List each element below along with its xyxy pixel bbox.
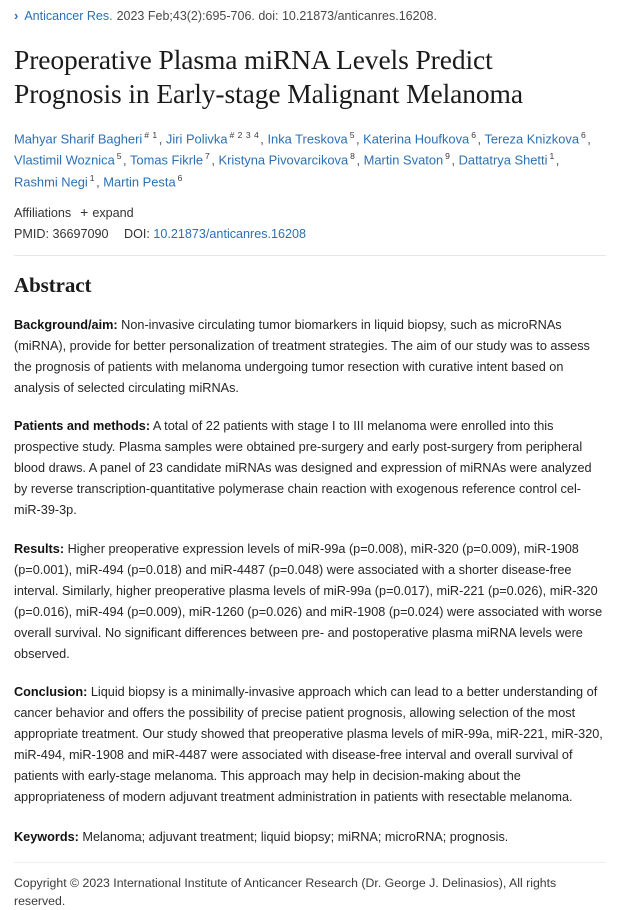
abstract-paragraph <box>14 315 606 399</box>
abstract-sections <box>14 315 606 809</box>
author-affiliation-marker: 5 <box>349 130 355 141</box>
copyright-section <box>14 862 606 910</box>
copyright-text: Copyright © 2023 International Institute of Anticancer Research (Dr. George J. Delinasios), All rights reserved. <box>14 875 557 908</box>
author-list <box>14 129 606 193</box>
author-affiliation-marker: 7 <box>205 151 211 162</box>
author-link[interactable]: Katerina Houfkova <box>363 131 470 147</box>
identifiers-row <box>14 227 606 241</box>
doi-link[interactable]: 10.21873/anticanres.16208 <box>153 226 307 241</box>
author-separator: , <box>158 131 166 147</box>
author-affiliation-marker: 6 <box>581 130 587 141</box>
author-affiliation-marker: 5 <box>116 151 123 162</box>
abstract-section-text: Higher preoperative expression levels of miR-99a (p=0.008), miR-320 (p=0.009), miR-1908 (p=0.001), miR-494 (p=0.018) and miR-4487 (p=0.048) were associated with a shorter disease-free interval. Similarly, higher preoperative plasma levels of miR-99a (p=0.017), miR-221 (p=0.026), miR-320 (p=0.016), miR-494 (p=0.009), miR-1260 (p=0.026) and miR-1908 (p=0.024) were associated with worse overall survival. No significant differences between pre- and postoperative plasma miRNA levels were observed. <box>14 541 603 661</box>
author-separator: , <box>123 152 130 168</box>
author-link[interactable]: Tomas Fikrle <box>129 152 204 168</box>
author-link[interactable]: Rashmi Negi <box>14 173 88 189</box>
author-affiliation-marker: 1 <box>549 151 555 162</box>
doi-label: DOI: <box>124 226 150 241</box>
author-separator: , <box>96 173 104 189</box>
author-affiliation-marker: 6 <box>177 172 183 183</box>
author-separator: , <box>260 131 268 147</box>
journal-citation <box>14 0 606 24</box>
author-separator: , <box>211 152 219 168</box>
author-separator: , <box>451 152 459 168</box>
author-link[interactable]: Dattatrya Shetti <box>458 152 548 168</box>
author-affiliation-marker: # 1 <box>144 130 158 141</box>
abstract-paragraph <box>14 416 606 521</box>
page-title: Preoperative Plasma miRNA Levels Predict Prognosis in Early-stage Malignant Melanoma <box>14 44 523 110</box>
author-affiliation-marker: 1 <box>89 172 96 183</box>
chevron-right-icon[interactable]: › <box>14 8 19 23</box>
author-affiliation-marker: 8 <box>350 151 356 162</box>
author-separator: , <box>477 131 485 147</box>
author-affiliation-marker: 6 <box>471 130 477 141</box>
abstract-section-label: Conclusion: <box>14 684 88 699</box>
abstract-section-label: Patients and methods: <box>14 419 151 434</box>
keywords-text: Melanoma; adjuvant treatment; liquid biopsy; miRNA; microRNA; prognosis. <box>78 830 509 845</box>
expand-affiliations-button[interactable] <box>80 205 134 220</box>
abstract-section-label: Results: <box>14 541 65 556</box>
abstract-paragraph <box>14 539 606 665</box>
author-affiliation-marker: 9 <box>445 151 451 162</box>
journal-name-link[interactable]: Anticancer Res. <box>24 9 113 23</box>
author-link[interactable]: Inka Treskova <box>267 131 348 147</box>
author-link[interactable]: Martin Svaton <box>363 152 444 168</box>
author-link[interactable]: Tereza Knizkova <box>484 131 580 147</box>
citation-details: 2023 Feb;43(2):695-706. doi: 10.21873/anticanres.16208. <box>116 9 437 23</box>
author-separator: , <box>587 131 591 147</box>
author-link[interactable]: Kristyna Pivovarcikova <box>218 152 349 168</box>
expand-label: expand <box>92 205 134 220</box>
abstract-section-text: Non-invasive circulating tumor biomarkers in liquid biopsy, such as microRNAs (miRNA), provide for better personalization of treatment strategies. The aim of our study was to assess the prognosis of patients with melanoma undergoing tumor resection with curative intent based on analysis of selected circulating miRNAs. <box>14 317 590 396</box>
affiliations-label: Affiliations <box>14 205 72 220</box>
abstract-section-text: A total of 22 patients with stage I to III melanoma were enrolled into this prospective study. Plasma samples were obtained pre-surgery and early post-surgery from peripheral blood draws. A panel of 23 candidate miRNAs was designed and expression of miRNAs were analyzed by reverse transcription-quantitative polymerase chain reaction with exogenous reference control cel-miR-39-3p. <box>14 419 592 518</box>
author-link[interactable]: Jiri Polivka <box>165 131 228 147</box>
pmid-value: PMID: 36697090 <box>14 226 109 241</box>
keywords-line <box>14 827 606 848</box>
author-separator: , <box>555 152 560 168</box>
plus-icon: + <box>80 203 89 220</box>
abstract-heading: Abstract <box>14 272 92 297</box>
abstract-paragraph <box>14 682 606 808</box>
author-link[interactable]: Vlastimil Woznica <box>14 152 115 168</box>
section-divider <box>14 255 606 256</box>
author-link[interactable]: Martin Pesta <box>103 173 176 189</box>
keywords-label: Keywords: <box>14 830 79 845</box>
author-link[interactable]: Mahyar Sharif Bagheri <box>14 131 143 147</box>
affiliations-row <box>14 205 606 220</box>
author-separator: , <box>356 152 364 168</box>
author-separator: , <box>355 131 364 147</box>
abstract-section-text: Liquid biopsy is a minimally-invasive approach which can lead to a better understanding of cancer behavior and offers the possibility of precise patient prognosis, allowing selection of the most appropriate treatment. Our study showed that preoperative plasma levels of miR-99a, miR-221, miR-320, miR-494, miR-1908 and miR-4487 were associated with disease-free interval and overall survival of patients with early-stage melanoma. This approach may help in decision-making about the appropriateness of modern adjuvant treatment administration in patients with resectable melanoma. <box>14 684 603 805</box>
abstract-section-label: Background/aim: <box>14 317 118 332</box>
author-affiliation-marker: # 2 3 4 <box>229 130 260 141</box>
